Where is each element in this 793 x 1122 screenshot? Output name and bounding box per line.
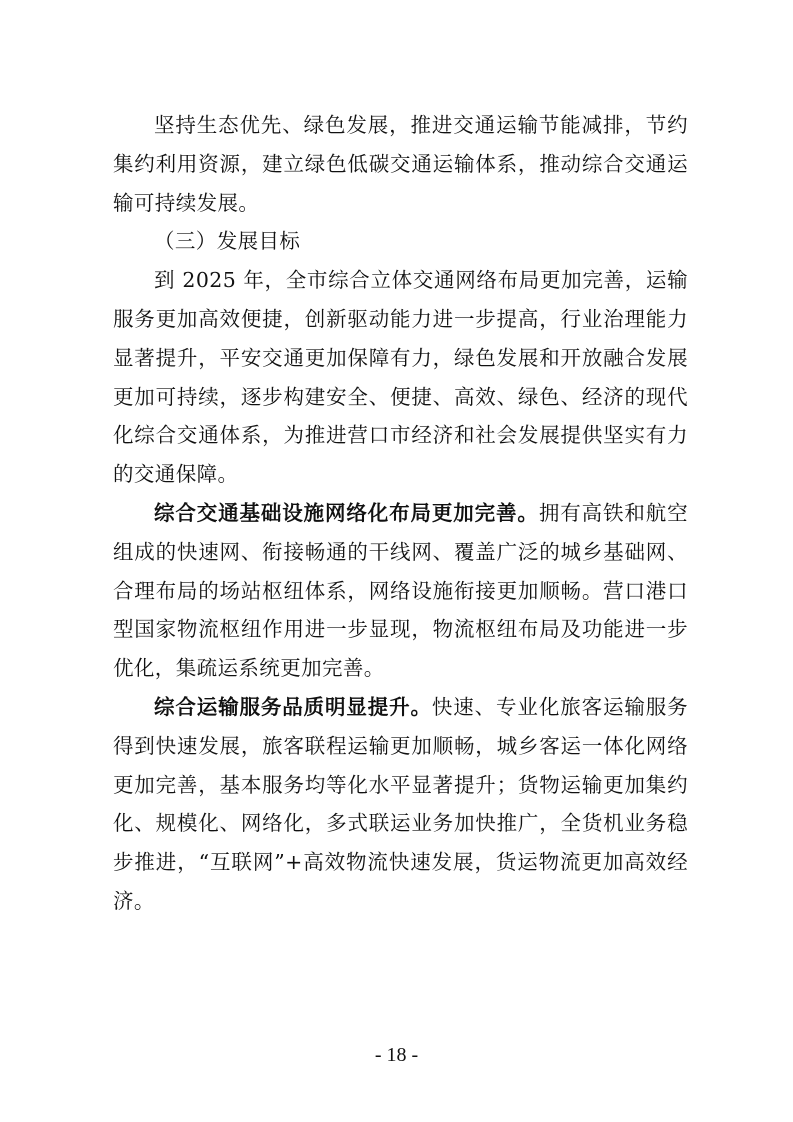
paragraph-text: 拥有高铁和航空组成的快速网、衔接畅通的干线网、覆盖广泛的城乡基础网、合理布局的场站枢纽体系，网络设施衔接更加顺畅。营口港口型国家物流枢纽作用进一步显现，物流枢纽布局及功能进一步优化，集疏运系统更加完善。 <box>113 500 688 681</box>
paragraph-text: 坚持生态优先、绿色发展，推进交通运输节能减排，节约集约利用资源，建立绿色低碳交通运输体系，推动综合交通运输可持续发展。 <box>113 113 688 215</box>
paragraph-transport-service <box>113 688 688 921</box>
paragraph-lead: 综合运输服务品质明显提升。 <box>154 694 432 719</box>
heading-text: （三）发展目标 <box>154 229 301 254</box>
paragraph-lead: 综合交通基础设施网络化布局更加完善。 <box>154 500 539 525</box>
paragraph-infrastructure <box>113 494 688 688</box>
section-heading-goals <box>113 222 688 261</box>
paragraph-text: 快速、专业化旅客运输服务得到快速发展，旅客联程运输更加顺畅，城乡客运一体化网络更加完善，基本服务均等化水平显著提升；货物运输更加集约化、规模化、网络化，多式联运业务加快推广，全货机业务稳步推进，“互联网”+高效物流快速发展，货运物流更加高效经济。 <box>113 694 688 913</box>
paragraph-green-development <box>113 106 688 222</box>
page-number: - 18 - <box>374 1044 419 1066</box>
paragraph-2025-goal <box>113 261 688 494</box>
paragraph-text: 到 2025 年，全市综合立体交通网络布局更加完善，运输服务更加高效便捷，创新驱动能力进一步提高，行业治理能力显著提升，平安交通更加保障有力，绿色发展和开放融合发展更加可持续，逐步构建安全、便捷、高效、绿色、经济的现代化综合交通体系，为推进营口市经济和社会发展提供坚实有力的交通保障。 <box>113 268 688 487</box>
body-text <box>113 106 688 921</box>
